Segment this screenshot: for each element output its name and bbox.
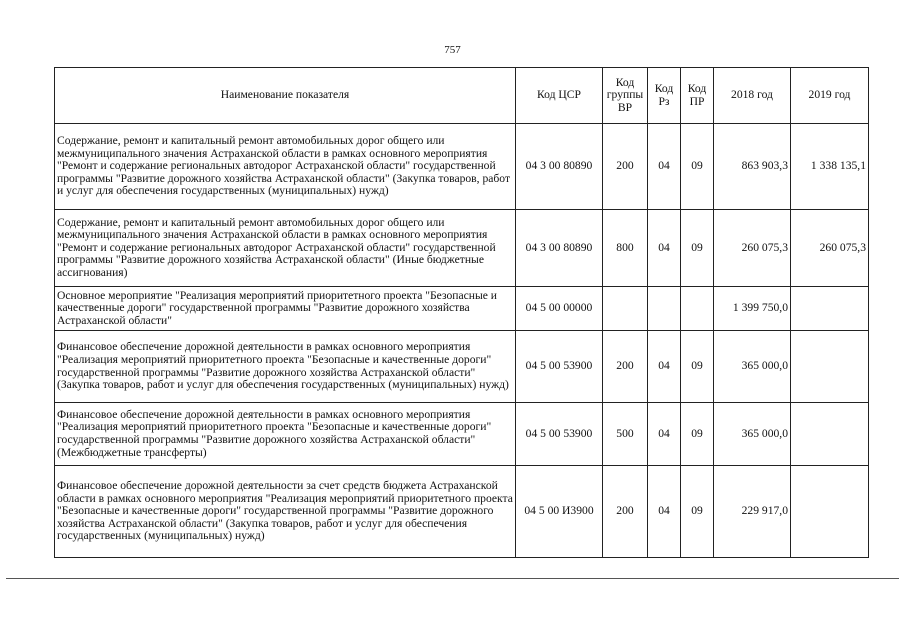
pr-code-cell [681,287,714,331]
table-header-row [55,68,869,124]
table-row [55,124,869,210]
header-vr-code: Код группы ВР [603,68,648,124]
pr-code-cell: 09 [681,403,714,466]
csr-code-cell: 04 3 00 80890 [516,124,603,210]
header-rz-code: Код Рз [648,68,681,124]
csr-code-cell: 04 5 00 53900 [516,403,603,466]
table-row [55,331,869,403]
amount-2018-cell: 229 917,0 [714,466,791,558]
amount-2018-cell: 365 000,0 [714,331,791,403]
pr-code-cell: 09 [681,124,714,210]
rz-code-cell: 04 [648,124,681,210]
csr-code-cell: 04 5 00 00000 [516,287,603,331]
indicator-name-cell: Финансовое обеспечение дорожной деятельности за счет средств бюджета Астраханской области в рамках основного мероприятия "Реализация мероприятий приоритетного проекта "Безопасные и качественные дороги" государственной программы "Развитие дорожного хозяйства Астраханской области" (Закупка товаров, работ и услуг для обеспечения государственных (муниципальных) нужд) [55,466,516,558]
table-row [55,287,869,331]
amount-2019-cell [791,403,869,466]
rz-code-cell: 04 [648,331,681,403]
pr-code-cell: 09 [681,331,714,403]
csr-code-cell: 04 5 00 И3900 [516,466,603,558]
rz-code-cell: 04 [648,466,681,558]
vr-code-cell: 200 [603,124,648,210]
vr-code-cell: 200 [603,466,648,558]
vr-code-cell: 200 [603,331,648,403]
amount-2018-cell: 863 903,3 [714,124,791,210]
indicator-name-cell: Содержание, ремонт и капитальный ремонт автомобильных дорог общего или межмуниципального значения Астраханской области в рамках основного мероприятия "Ремонт и содержание региональных автодорог Астраханской области" государственной программы "Развитие дорожного хозяйства Астраханской области" (Закупка товаров, работ и услуг для обеспечения государственных (муниципальных) нужд) [55,124,516,210]
header-csr-code: Код ЦСР [516,68,603,124]
table-row [55,466,869,558]
pr-code-cell: 09 [681,210,714,287]
amount-2019-cell: 260 075,3 [791,210,869,287]
vr-code-cell [603,287,648,331]
csr-code-cell: 04 5 00 53900 [516,331,603,403]
rz-code-cell [648,287,681,331]
header-year-2019: 2019 год [791,68,869,124]
indicator-name-cell: Финансовое обеспечение дорожной деятельности в рамках основного мероприятия "Реализация мероприятий приоритетного проекта "Безопасные и качественные дороги" государственной программы "Развитие дорожного хозяйства Астраханской области" (Межбюджетные трансферты) [55,403,516,466]
indicator-name-cell: Основное мероприятие "Реализация мероприятий приоритетного проекта "Безопасные и качественные дороги" государственной программы "Развитие дорожного хозяйства Астраханской области" [55,287,516,331]
csr-code-cell: 04 3 00 80890 [516,210,603,287]
amount-2019-cell: 1 338 135,1 [791,124,869,210]
amount-2018-cell: 1 399 750,0 [714,287,791,331]
indicator-name-cell: Содержание, ремонт и капитальный ремонт автомобильных дорог общего или межмуниципального значения Астраханской области в рамках основного мероприятия "Ремонт и содержание региональных автодорог Астраханской области" государственной программы "Развитие дорожного хозяйства Астраханской области" (Иные бюджетные ассигнования) [55,210,516,287]
table-row [55,403,869,466]
page-number: 757 [444,44,461,56]
amount-2019-cell [791,466,869,558]
header-indicator-name: Наименование показателя [55,68,516,124]
vr-code-cell: 800 [603,210,648,287]
amount-2019-cell [791,287,869,331]
header-pr-code: Код ПР [681,68,714,124]
header-year-2018: 2018 год [714,68,791,124]
table-row [55,210,869,287]
budget-table [54,67,869,558]
page-bottom-divider [6,578,899,579]
rz-code-cell: 04 [648,403,681,466]
amount-2018-cell: 260 075,3 [714,210,791,287]
amount-2018-cell: 365 000,0 [714,403,791,466]
rz-code-cell: 04 [648,210,681,287]
pr-code-cell: 09 [681,466,714,558]
indicator-name-cell: Финансовое обеспечение дорожной деятельности в рамках основного мероприятия "Реализация мероприятий приоритетного проекта "Безопасные и качественные дороги" государственной программы "Развитие дорожного хозяйства Астраханской области" (Закупка товаров, работ и услуг для обеспечения государственных (муниципальных) нужд) [55,331,516,403]
vr-code-cell: 500 [603,403,648,466]
amount-2019-cell [791,331,869,403]
